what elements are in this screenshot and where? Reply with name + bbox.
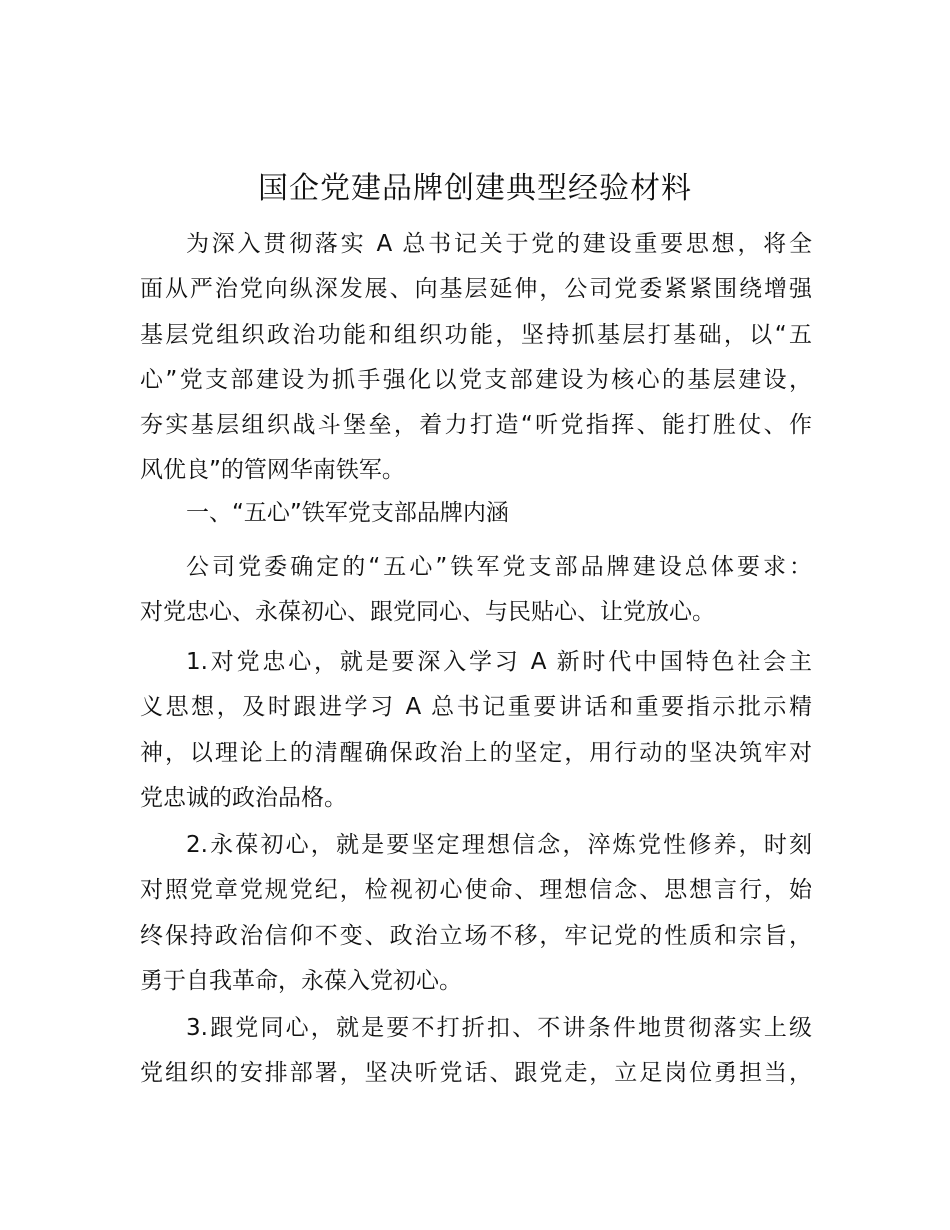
paragraph-line: 3.跟党同心，就是要不打折扣、不讲条件地贯彻落实上级 (186, 1015, 812, 1041)
paragraph-line: 神，以理论上的清醒确保政治上的坚定，用行动的坚决筑牢对 (140, 739, 812, 766)
paragraph-item-3 (140, 1006, 812, 1097)
paragraph-line: 公司党委确定的“五心”铁军党支部品牌建设总体要求： (186, 554, 812, 580)
paragraph-line: 对照党章党规党纪，检视初心使命、理想信念、思想言行，始 (140, 877, 812, 904)
paragraph-line: 1.对党忠心，就是要深入学习 A 新时代中国特色社会主 (186, 649, 812, 675)
paragraph-line: 心”党支部建设为抓手强化以党支部建设为核心的基层建设， (140, 366, 812, 393)
paragraph-line: 风优良”的管网华南铁军。 (140, 457, 405, 484)
paragraph-line: 勇于自我革命，永葆入党初心。 (140, 967, 462, 994)
section-heading-text: 一、“五心”铁军党支部品牌内涵 (186, 500, 509, 526)
paragraph-line: 义思想，及时跟进学习 A 总书记重要讲话和重要指示批示精 (140, 694, 812, 721)
paragraph-item-2 (140, 823, 812, 1004)
paragraph-line: 对党忠心、永葆初心、跟党同心、与民贴心、让党放心。 (140, 599, 715, 626)
paragraph-line: 终保持政治信仰不变、政治立场不移，牢记党的性质和宗旨， (140, 922, 812, 949)
paragraph-line: 党忠诚的政治品格。 (140, 784, 347, 811)
paragraph-line: 基层党组织政治功能和组织功能，坚持抓基层打基础，以“五 (140, 321, 812, 348)
paragraph-line: 党组织的安排部署，坚决听党话、跟党走，立足岗位勇担当， (140, 1060, 812, 1087)
section-heading (140, 491, 812, 536)
paragraph-intro (140, 222, 812, 494)
paragraph-line: 为深入贯彻落实 A 总书记关于党的建设重要思想，将全 (186, 231, 812, 257)
paragraph-requirements (140, 545, 812, 636)
paragraph-item-1 (140, 640, 812, 821)
document-title: 国企党建品牌创建典型经验材料 (258, 171, 692, 206)
paragraph-line: 夯实基层组织战斗堡垒，着力打造“听党指挥、能打胜仗、作 (140, 412, 812, 439)
paragraph-line: 2.永葆初心，就是要坚定理想信念，淬炼党性修养，时刻 (186, 832, 812, 858)
paragraph-line: 面从严治党向纵深发展、向基层延伸，公司党委紧紧围绕增强 (140, 276, 812, 303)
